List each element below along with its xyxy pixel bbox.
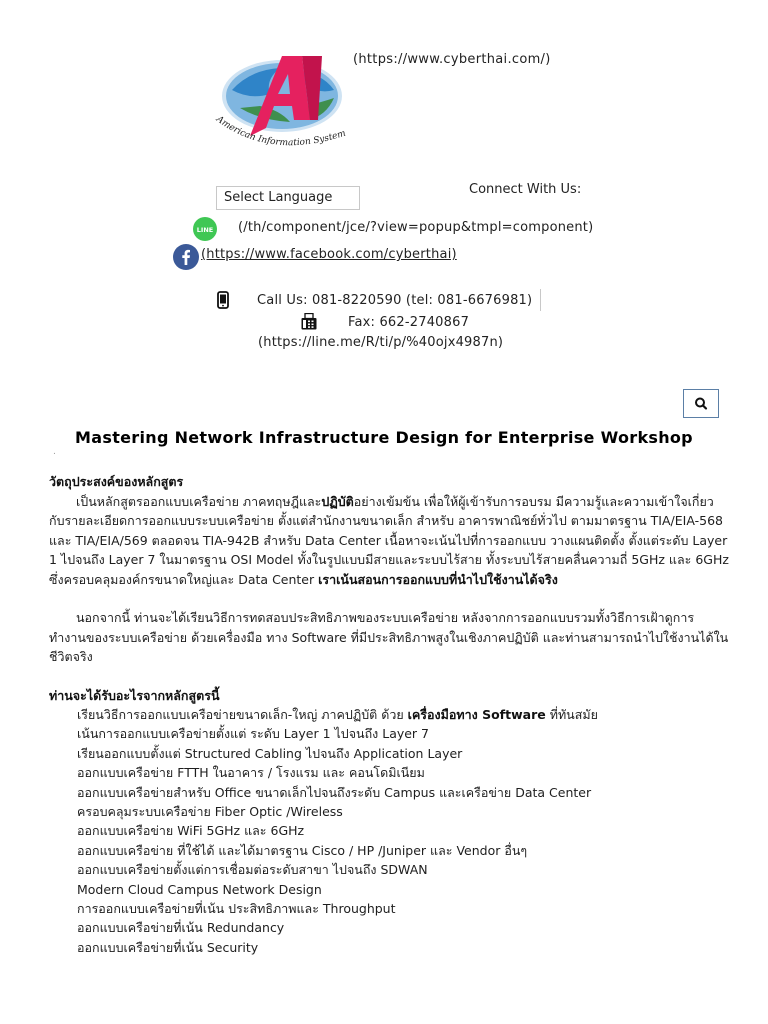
- list-item: ออกแบบเครือข่ายที่เน้น Security: [77, 939, 259, 955]
- facebook-icon[interactable]: [173, 244, 199, 270]
- ais-globe-logo-icon: [210, 50, 360, 160]
- line-icon-text: LINE: [196, 226, 214, 234]
- page-title: Mastering Network Infrastructure Design for Enterprise Workshop: [75, 428, 693, 447]
- line-me-link[interactable]: (https://line.me/R/ti/p/%40ojx4987n): [258, 335, 504, 350]
- connect-label: Connect With Us:: [469, 182, 582, 197]
- line-popup-link[interactable]: (/th/component/jce/?view=popup&tmpl=component): [238, 220, 594, 235]
- small-mark: .: [53, 447, 56, 457]
- list-item: [49, 705, 729, 724]
- benefits-heading: ท่านจะได้รับอะไรจากหลักสูตรนี้: [49, 687, 220, 703]
- mobile-phone-icon: [217, 291, 229, 309]
- language-select[interactable]: Select Language: [216, 186, 360, 210]
- list-item: ออกแบบเครือข่ายที่เน้น Redundancy: [77, 920, 285, 936]
- list-item: เน้นการออกแบบเครือข่ายตั้งแต่ ระดับ Layer 1 ไปจนถึง Layer 7: [77, 726, 430, 742]
- site-logo[interactable]: [210, 50, 360, 160]
- objective-heading: วัตถุประสงค์ของหลักสูตร: [49, 474, 184, 489]
- objective-bold-tail: เราเน้นสอนการออกแบบที่นำไปใช้งานได้จริง: [318, 571, 558, 587]
- objective-paragraph-2: นอกจากนี้ ท่านจะได้เรียนวิธีการทดสอบประสิทธิภาพของระบบเครือข่าย หลังจากการออกแบบรวมทั้งวิธีการเฝ้าดูการทำงานของระบบเครือข่าย ด้วยเครื่องมือ ทาง Software ที่มีประสิทธิภาพสูงในเชิงภาคปฏิบัติ และท่านสามารถนำไปใช้งานได้ในชีวิตจริง: [49, 610, 729, 664]
- objective-paragraph-1: [49, 492, 729, 590]
- benefit-1-bold: เครื่องมือทาง Software: [407, 707, 546, 722]
- contact-divider: [540, 289, 541, 311]
- list-item: ออกแบบเครือข่าย ที่ใช้ได้ และได้มาตรฐาน Cisco / HP /Juniper และ Vendor อื่นๆ: [77, 842, 528, 858]
- list-item: ออกแบบเครือข่ายตั้งแต่การเชื่อมต่อระดับสาขา ไปจนถึง SDWAN: [77, 862, 428, 878]
- line-app-icon[interactable]: [193, 217, 217, 241]
- fax-icon: [301, 313, 317, 330]
- list-item: ออกแบบเครือข่ายสำหรับ Office ขนาดเล็กไปจนถึงระดับ Campus และเครือข่าย Data Center: [77, 784, 592, 800]
- list-item: ออกแบบเครือข่าย WiFi 5GHz และ 6GHz: [77, 823, 305, 839]
- list-item: ออกแบบเครือข่าย FTTH ในอาคาร / โรงแรม และ คอนโดมิเนียม: [77, 765, 425, 781]
- list-item: การออกแบบเครือข่ายที่เน้น ประสิทธิภาพและ Throughput: [77, 901, 396, 917]
- logo-ring-text: American Information System: [214, 114, 348, 149]
- course-content: [49, 472, 729, 957]
- list-item: เรียนออกแบบตั้งแต่ Structured Cabling ไปจนถึง Application Layer: [77, 745, 463, 761]
- fax-contact: Fax: 662-2740867: [348, 315, 470, 330]
- benefits-list: [49, 705, 729, 957]
- phone-contact[interactable]: Call Us: 081-8220590 (tel: 081-6676981): [257, 293, 533, 308]
- site-link[interactable]: (https://www.cyberthai.com/): [353, 52, 551, 67]
- objective-text-a: เป็นหลักสูตรออกแบบเครือข่าย ภาคทฤษฎีและ: [76, 493, 322, 509]
- benefit-1-text-a: เรียนวิธีการออกแบบเครือข่ายขนาดเล็ก-ใหญ่ ภาคปฏิบัติ ด้วย: [77, 707, 408, 722]
- list-item: ครอบคลุมระบบเครือข่าย Fiber Optic /Wireless: [77, 804, 343, 820]
- objective-text-b: อย่างเข้มข้น เพื่อให้ผู้เข้ารับการอบรม มีความรู้และความเข้าใจเกี่ยวกับรายละเอียดการออกแบบระบบเครือข่าย ตั้งแต่สำนักงานขนาดเล็ก สำหรับ อาคารพาณิชย์ทั่วไป ตามมาตรฐาน TIA/EIA-568 และ TIA/EIA/569 ตลอดจน TIA-942B สำหรับ Data Center เนื้อหาจะเน้นไปที่การออกแบบ วางแผนติดตั้ง ตั้งแต่ระดับ Layer 1 ไปจนถึง Layer 7 ในมาตรฐาน OSI Model ทั้งในรูปแบบมีสายและระบบไร้สาย ทั้งระบบไร้สายคลื่นความถี่ 5GHz และ 6GHz ซึ่งครอบคลุมองค์กรขนาดใหญ่และ Data Center: [49, 493, 729, 587]
- benefit-1-text-b: ที่ทันสมัย: [545, 707, 598, 722]
- search-icon: [684, 390, 718, 417]
- search-button[interactable]: [683, 389, 719, 418]
- facebook-link[interactable]: (https://www.facebook.com/cyberthai): [201, 247, 457, 262]
- list-item: Modern Cloud Campus Network Design: [77, 881, 322, 897]
- objective-bold-practice: ปฏิบัติ: [321, 493, 354, 509]
